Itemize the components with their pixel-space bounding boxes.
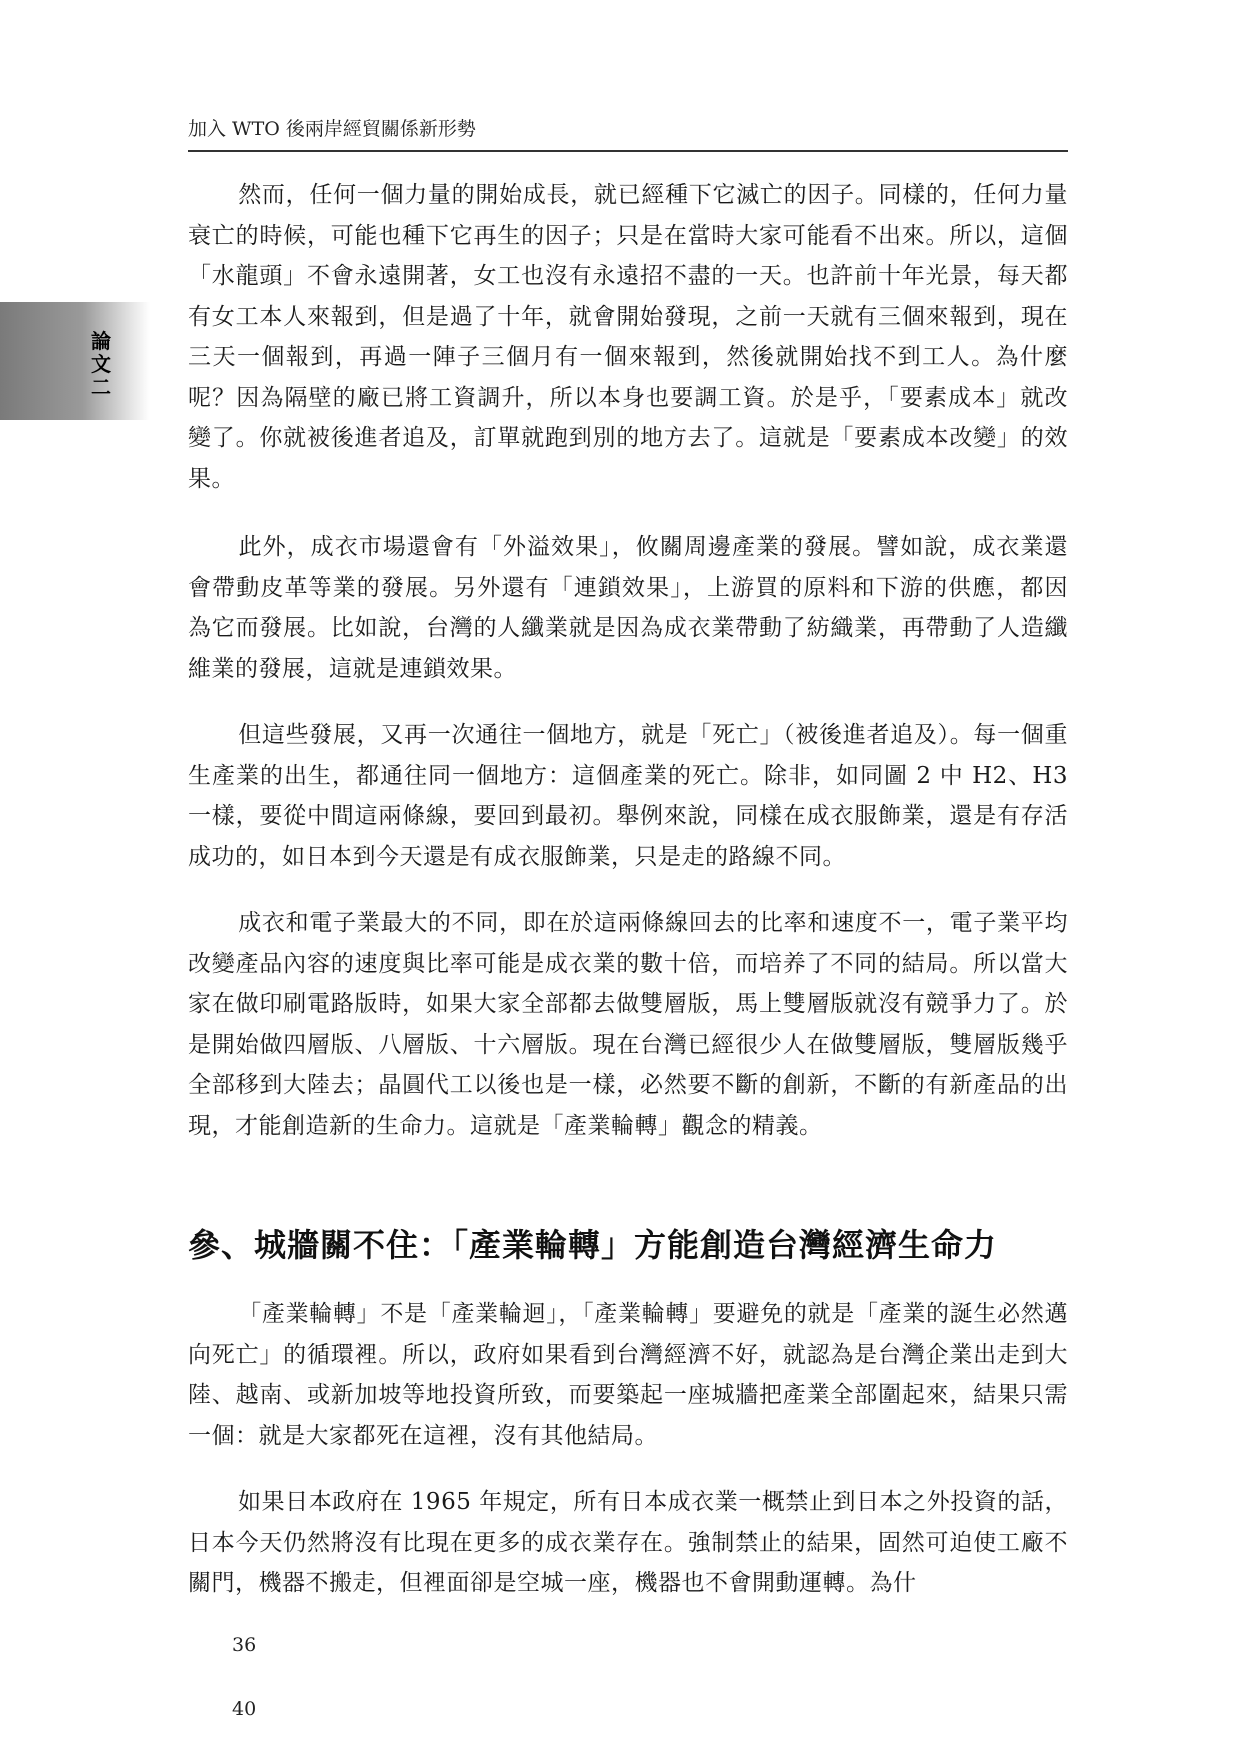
- chapter-side-tab: [0, 302, 150, 420]
- header-divider: [188, 150, 1068, 152]
- body-paragraph: [188, 715, 1068, 877]
- page-number: 36: [232, 1634, 257, 1656]
- section-heading: 參、城牆關不住：「產業輪轉」方能創造台灣經濟生命力: [188, 1226, 998, 1264]
- body-paragraph: [188, 1482, 1068, 1604]
- paragraph-text: 但這些發展，又再一次通往一個地方，就是「死亡」（被後進者追及）。每一個重生產業的出生，都通往同一個地方：這個產業的死亡。除非，如同圖 2 中 H2、H3 一樣，要從中間這兩條線，要回到最初。舉例來說，同樣在成衣服飾業，還是有存活成功的，如日本到今天還是有成衣服飾業，只是走的路線不同。: [188, 722, 1068, 870]
- paragraph-text: 成衣和電子業最大的不同，即在於這兩條線回去的比率和速度不一，電子業平均改變產品內容的速度與比率可能是成衣業的數十倍，而培养了不同的結局。所以當大家在做印刷電路版時，如果大家全部都去做雙層版，馬上雙層版就沒有競爭力了。於是開始做四層版、八層版、十六層版。現在台灣已經很少人在做雙層版，雙層版幾乎全部移到大陸去；晶圓代工以後也是一樣，必然要不斷的創新，不斷的有新產品的出現，才能創造新的生命力。這就是「產業輪轉」觀念的精義。: [188, 910, 1068, 1139]
- running-header-title: 加入 WTO 後兩岸經貿關係新形勢: [188, 118, 476, 140]
- body-paragraph: [188, 1294, 1068, 1456]
- page-number-secondary: 40: [232, 1698, 257, 1720]
- paragraph-text: 然而，任何一個力量的開始成長，就已經種下它滅亡的因子。同樣的，任何力量衰亡的時候，可能也種下它再生的因子；只是在當時大家可能看不出來。所以，這個「水龍頭」不會永遠開著，女工也沒有永遠招不盡的一天。也許前十年光景，每天都有女工本人來報到，但是過了十年，就會開始發現，之前一天就有三個來報到，現在三天一個報到，再過一陣子三個月有一個來報到，然後就開始找不到工人。為什麼呢？因為隔壁的廠已將工資調升，所以本身也要調工資。於是乎，「要素成本」就改變了。你就被後進者追及，訂單就跑到別的地方去了。這就是「要素成本改變」的效果。: [188, 182, 1068, 492]
- paragraph-text: 此外，成衣市場還會有「外溢效果」，攸關周邊產業的發展。譬如說，成衣業還會帶動皮革等業的發展。另外還有「連鎖效果」，上游買的原料和下游的供應，都因為它而發展。比如說，台灣的人纖業就是因為成衣業帶動了紡織業，再帶動了人造纖維業的發展，這就是連鎖效果。: [188, 534, 1068, 682]
- body-paragraph: [188, 527, 1068, 689]
- body-paragraph: [188, 903, 1068, 1146]
- paragraph-text: 「產業輪轉」不是「產業輪迴」，「產業輪轉」要避免的就是「產業的誕生必然邁向死亡」的循環裡。所以，政府如果看到台灣經濟不好，就認為是台灣企業出走到大陸、越南、或新加坡等地投資所致，而要築起一座城牆把產業全部圍起來，結果只需一個：就是大家都死在這裡，沒有其他結局。: [188, 1301, 1068, 1449]
- paragraph-text: 如果日本政府在 1965 年規定，所有日本成衣業一概禁止到日本之外投資的話，日本今天仍然將沒有比現在更多的成衣業存在。強制禁止的結果，固然可迫使工廠不關門，機器不搬走，但裡面卻是空城一座，機器也不會開動運轉。為什: [188, 1489, 1068, 1596]
- body-paragraph: [188, 175, 1068, 499]
- chapter-side-tab-label: 論文二: [91, 329, 111, 399]
